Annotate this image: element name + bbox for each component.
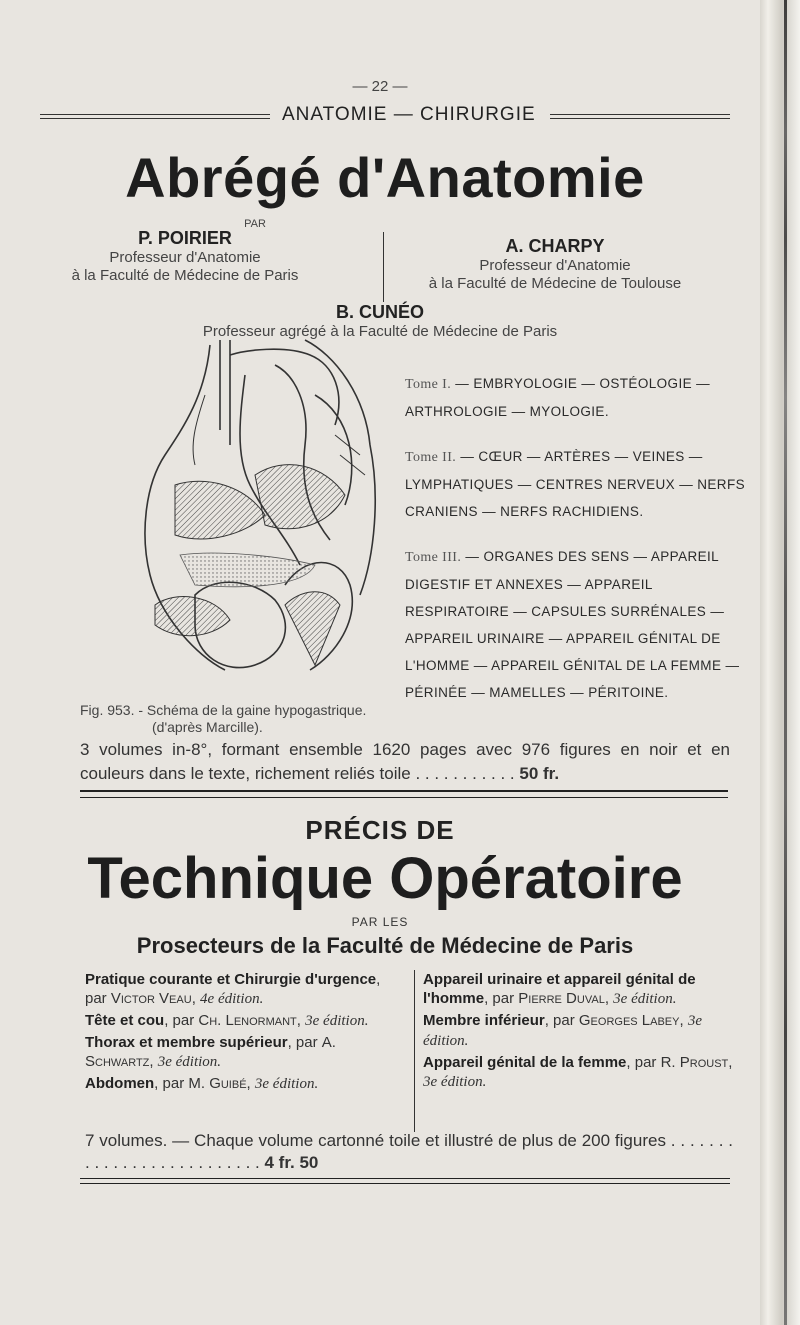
anatomical-figure (135, 335, 390, 685)
tome-contents: — CŒUR — ARTÈRES — VEINES — LYMPHATIQUES — CENTRES NERVEUX — NERFS CRANIENS — NERFS RACHIDIENS. (405, 449, 746, 519)
volume-author: Ch. Lenormant (198, 1012, 297, 1029)
volume-subject: Abdomen (85, 1075, 155, 1092)
author-affiliation: Professeur agrégé à la Faculté de Médecine de Paris (202, 323, 558, 340)
volume-author: A. Schwartz (85, 1034, 336, 1070)
tome-item (405, 543, 745, 706)
by-text: , par (85, 971, 381, 1007)
volume-subject: Thorax et membre supérieur (85, 1034, 288, 1051)
author-affiliation: à la Faculté de Médecine de Paris (71, 267, 299, 284)
tome-contents: — ORGANES DES SENS — APPAREIL DIGESTIF ET ANNEXES — APPAREIL RESPIRATOIRE — CAPSULES SURRÉNALES — APPAREIL URINAIRE — APPAREIL GÉNITAL DE L'HOMME — APPAREIL GÉNITAL DE LA FEMME — PÉRINÉE — MAMELLES — PÉRITOINE. (405, 549, 740, 700)
separator-rule (80, 790, 728, 798)
author-title: Professeur d'Anatomie (479, 257, 631, 274)
page-edge (760, 0, 800, 1325)
author-name: P. POIRIER (138, 228, 232, 248)
volume-edition: 3e édition. (613, 991, 677, 1007)
volume-entry (85, 970, 403, 1009)
book2-par-les: PAR LES (351, 915, 409, 929)
author-affiliation: à la Faculté de Médecine de Toulouse (428, 275, 682, 292)
by-text: , par (287, 1034, 322, 1051)
volume-subject: Appareil urinaire et appareil génital de l'homme (423, 971, 696, 1007)
tomes-list (405, 370, 745, 724)
book2-subtitle: Prosecteurs de la Faculté de Médecine de Paris (136, 933, 634, 958)
book1-par: PAR (244, 218, 266, 230)
by-text: , par (154, 1075, 189, 1092)
volume-author: Georges Labey (578, 1012, 680, 1029)
volume-author: M. Guibé (188, 1075, 247, 1092)
figure-caption (80, 702, 400, 736)
book2-precis: PRÉCIS DE (305, 815, 455, 845)
separator-text: , (191, 990, 201, 1007)
page-number: — 22 — (352, 78, 408, 95)
book1-price: 50 fr. (519, 764, 560, 783)
section-heading-label: ANATOMIE — CHIRURGIE (282, 104, 536, 125)
tome-number: Tome I. (405, 377, 452, 392)
book2-price: 4 fr. 50 (264, 1153, 319, 1172)
volume-author: Pierre Duval (518, 990, 605, 1007)
separator-text: , (728, 1054, 733, 1071)
heading-rule-left (40, 114, 270, 119)
volume-edition: 3e édition. (423, 1074, 487, 1090)
separator-text: , (679, 1012, 688, 1029)
volume-edition: 4e édition. (200, 991, 264, 1007)
author-name: B. CUNÉO (335, 302, 424, 322)
volume-entry (423, 1011, 733, 1051)
volume-edition: 3e édition. (305, 1013, 369, 1029)
author-title: Professeur d'Anatomie (109, 249, 261, 266)
volume-subject: Pratique courante et Chirurgie d'urgence (85, 971, 377, 988)
volume-subject: Appareil génital de la femme (423, 1054, 627, 1071)
tome-contents: — EMBRYOLOGIE — OSTÉOLOGIE — ARTHROLOGIE — MYOLOGIE. (405, 376, 711, 419)
book1-title: Abrégé d'Anatomie (125, 146, 645, 209)
volume-author: Victor Veau (110, 990, 192, 1007)
book2-title: Technique Opératoire (87, 846, 683, 911)
separator-text: , (296, 1012, 306, 1029)
section-heading (40, 100, 730, 130)
separator-text: , (149, 1053, 158, 1070)
separator-text: , (246, 1075, 255, 1092)
volume-entry (423, 970, 733, 1009)
tome-item (405, 370, 745, 425)
figure-caption-line2: (d'après Marcille). (152, 719, 263, 735)
volume-entry (85, 1033, 403, 1072)
binding-edge-line (784, 0, 787, 1325)
book2-left-column (85, 970, 403, 1096)
by-text: , par (544, 1012, 579, 1029)
volume-edition: 3e édition. (254, 1076, 319, 1092)
separator-text: , (604, 990, 614, 1007)
heading-rule-right (550, 114, 730, 119)
by-text: , par (164, 1012, 199, 1029)
author-poirier (0, 228, 370, 285)
volume-edition: 3e édition. (423, 1013, 702, 1049)
author-charpy (395, 236, 715, 293)
bottom-separator-rule (80, 1178, 730, 1184)
book1-volumes (80, 738, 730, 786)
volume-entry (85, 1011, 403, 1031)
volume-entry (423, 1053, 733, 1092)
tome-number: Tome III. (405, 550, 462, 565)
volume-entry (85, 1074, 403, 1094)
volume-subject: Membre inférieur (423, 1012, 545, 1029)
book2-volumes (85, 1130, 733, 1174)
by-text: , par (484, 990, 519, 1007)
volumes-description: 3 volumes in-8°, formant ensemble 1620 pages avec 976 figures en noir et en couleurs dans le texte, richement reliés toile . . . . . . . . . . . (80, 740, 730, 783)
volume-subject: Tête et cou (85, 1012, 165, 1029)
volume-author: R. Proust (660, 1054, 729, 1071)
figure-caption-line1: Fig. 953. - Schéma de la gaine hypogastrique. (80, 702, 367, 718)
volume-edition: 3e édition. (157, 1054, 222, 1070)
author-divider (383, 232, 384, 302)
by-text: , par (626, 1054, 661, 1071)
tome-number: Tome II. (405, 450, 457, 465)
column-divider (414, 970, 415, 1132)
author-name: A. CHARPY (505, 236, 605, 256)
tome-item (405, 443, 745, 525)
book2-right-column (423, 970, 733, 1094)
volumes-description: 7 volumes. — Chaque volume cartonné toile et illustré de plus de 200 figures . . . . . . . . . . . . . . . . . . . . . . . . . . (85, 1131, 733, 1172)
